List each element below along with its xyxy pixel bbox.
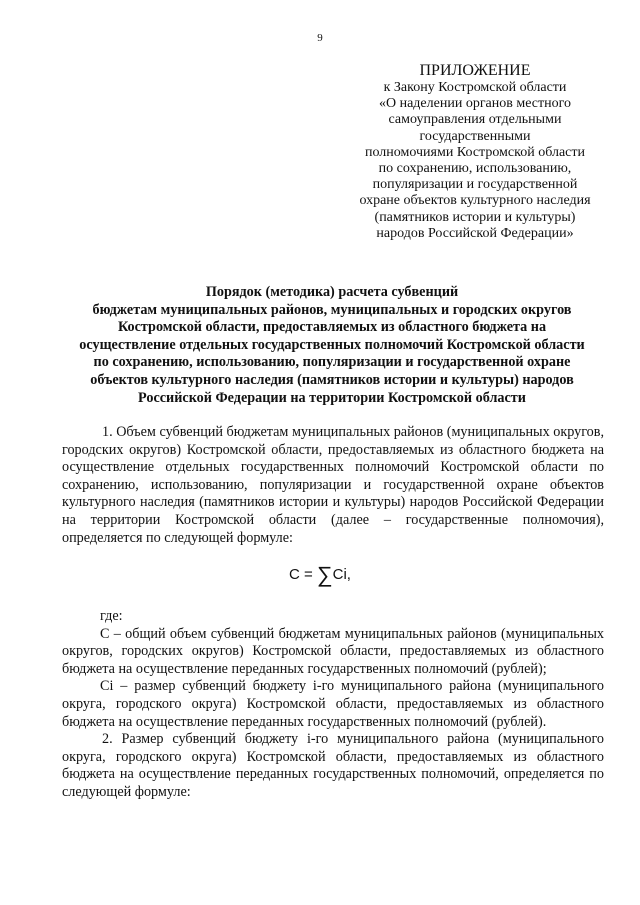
formula-rhs: Ci, — [332, 566, 351, 583]
appendix-line: народов Российской Федерации» — [376, 225, 574, 241]
appendix-line: популяризации и государственной — [372, 177, 578, 193]
appendix-line: (памятников истории и культуры) — [374, 209, 576, 225]
where-label: где: — [100, 608, 123, 624]
title-line: осуществление отдельных государственных полномочий Костромской области — [79, 336, 585, 353]
title-line: объектов культурного наследия (памятников истории и культуры) народов — [90, 371, 574, 388]
paragraph-1-block — [62, 424, 604, 547]
document-title — [52, 284, 612, 407]
appendix-block — [330, 62, 620, 242]
formula-lhs: С = — [289, 566, 317, 583]
definitions-block — [62, 608, 604, 802]
title-line: по сохранению, использованию, популяризации и государственной охране — [93, 354, 571, 371]
appendix-line: охране объектов культурного наследия — [359, 193, 591, 209]
appendix-line: по сохранению, использованию, — [378, 161, 572, 177]
appendix-line: к Закону Костромской области — [383, 80, 567, 95]
appendix-line: полномочиями Костромской области — [364, 144, 586, 160]
definition-ci: Ci – размер субвенций бюджету i-го муниципального района (муниципального округа, городского округа) Костромской области, предоставляемых из областного бюджета на осуществление переданных государственных полномочий (рублей). — [62, 678, 604, 730]
sigma-symbol: ∑ — [316, 562, 333, 587]
formula-sum — [0, 562, 640, 588]
title-line: Российской Федерации на территории Костромской области — [138, 389, 526, 406]
appendix-heading: ПРИЛОЖЕНИЕ — [419, 62, 531, 79]
page-number: 9 — [317, 32, 323, 44]
appendix-line: «О наделении органов местного — [378, 96, 572, 112]
paragraph-2: 2. Размер субвенций бюджету i-го муниципального района (муниципального округа, городского округа) Костромской области, предоставляемых из областного бюджета на осуществление переданных государственных полномочий, определяется по следующей формуле: — [62, 731, 604, 800]
definition-c: С – общий объем субвенций бюджетам муниципальных районов (муниципальных округов, городских округов) Костромской области, предоставляемых из областного бюджета на осуществление переданных государственных полномочий (рублей); — [62, 625, 604, 677]
paragraph-1: 1. Объем субвенций бюджетам муниципальных районов (муниципальных округов, городских округов) Костромской области, предоставляемых из областного бюджета на осуществление отдельных государственных полномочий Костромской области по сохранению, использованию, популяризации и государственной охране объектов культурного наследия (памятников истории и культуры) народов Российской Федерации на территории Костромской области (далее – государственные полномочия), определяется по следующей формуле: — [62, 424, 605, 546]
appendix-line: государственными — [419, 128, 531, 144]
title-line: Порядок (методика) расчета субвенций — [205, 284, 459, 300]
title-line: бюджетам муниципальных районов, муниципальных и городских округов — [92, 301, 572, 318]
title-line: Костромской области, предоставляемых из областного бюджета на — [117, 319, 547, 336]
appendix-line: самоуправления отдельными — [388, 112, 562, 128]
